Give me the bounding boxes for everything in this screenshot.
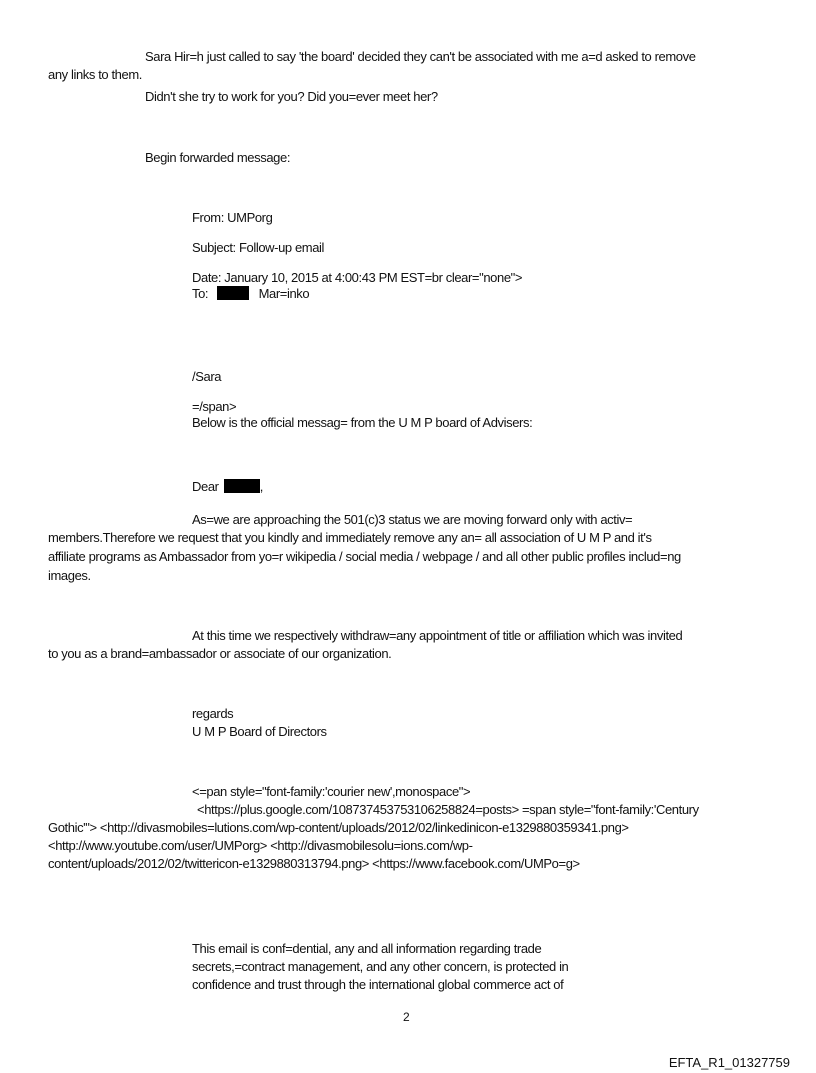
page-number: 2 bbox=[403, 1010, 410, 1024]
redaction-block bbox=[224, 479, 260, 493]
paragraph-line: to you as a brand=ambassador or associate of our organization. bbox=[48, 646, 392, 661]
body-line: =/span> bbox=[192, 399, 237, 414]
links-line: <http://www.youtube.com/user/UMPorg> <http://divasmobilesolu=ions.com/wp- bbox=[48, 838, 473, 853]
links-line: Gothic'"> <http://divasmobiles=lutions.com/wp-content/uploads/2012/02/linkedinicon-e1329880359341.png> bbox=[48, 820, 629, 835]
links-line: <=pan style="font-family:'courier new',monospace"> bbox=[192, 784, 471, 799]
comma: , bbox=[259, 479, 264, 494]
header-to bbox=[192, 285, 309, 303]
disclaimer-line: secrets,=contract management, and any other concern, is protected in bbox=[192, 959, 569, 974]
paragraph-line: members.Therefore we request that you kindly and immediately remove any an= all association of U M P and it's bbox=[48, 530, 652, 545]
disclaimer-line: This email is conf=dential, any and all information regarding trade bbox=[192, 941, 542, 956]
body-line: /Sara bbox=[192, 369, 222, 384]
paragraph-line: affiliate programs as Ambassador from yo=r wikipedia / social media / webpage / and all other public profiles includ=ng bbox=[48, 549, 681, 564]
paragraph-line: images. bbox=[48, 568, 91, 583]
regards: regards bbox=[192, 706, 234, 721]
header-from: From: UMPorg bbox=[192, 210, 273, 225]
disclaimer-line: confidence and trust through the international global commerce act of bbox=[192, 977, 564, 992]
header-subject: Subject: Follow-up email bbox=[192, 240, 325, 255]
paragraph-line: At this time we respectively withdraw=any appointment of title or affiliation which was invited bbox=[192, 628, 683, 643]
salutation bbox=[192, 478, 263, 496]
redaction-block bbox=[217, 286, 249, 300]
intro-line: any links to them. bbox=[48, 67, 142, 82]
to-name: Mar=inko bbox=[258, 286, 310, 301]
to-label: To: bbox=[192, 286, 209, 301]
header-date: Date: January 10, 2015 at 4:00:43 PM EST=br clear="none"> bbox=[192, 270, 523, 285]
paragraph-line: As=we are approaching the 501(c)3 status we are moving forward only with activ= bbox=[192, 512, 633, 527]
links-line: <https://plus.google.com/108737453753106258824=posts> =span style="font-family:'Century bbox=[197, 802, 699, 817]
dear-text: Dear bbox=[192, 479, 219, 494]
intro-line: Didn't she try to work for you? Did you=ever meet her? bbox=[145, 89, 438, 104]
intro-line: Sara Hir=h just called to say 'the board' decided they can't be associated with me a=d asked to remove bbox=[145, 49, 696, 64]
body-line: Below is the official messag= from the U M P board of Advisers: bbox=[192, 415, 533, 430]
forwarded-label: Begin forwarded message: bbox=[145, 150, 291, 165]
signature: U M P Board of Directors bbox=[192, 724, 327, 739]
links-line: content/uploads/2012/02/twittericon-e1329880313794.png> <https://www.facebook.com/UMPo=g> bbox=[48, 856, 580, 871]
document-id: EFTA_R1_01327759 bbox=[668, 1055, 790, 1070]
